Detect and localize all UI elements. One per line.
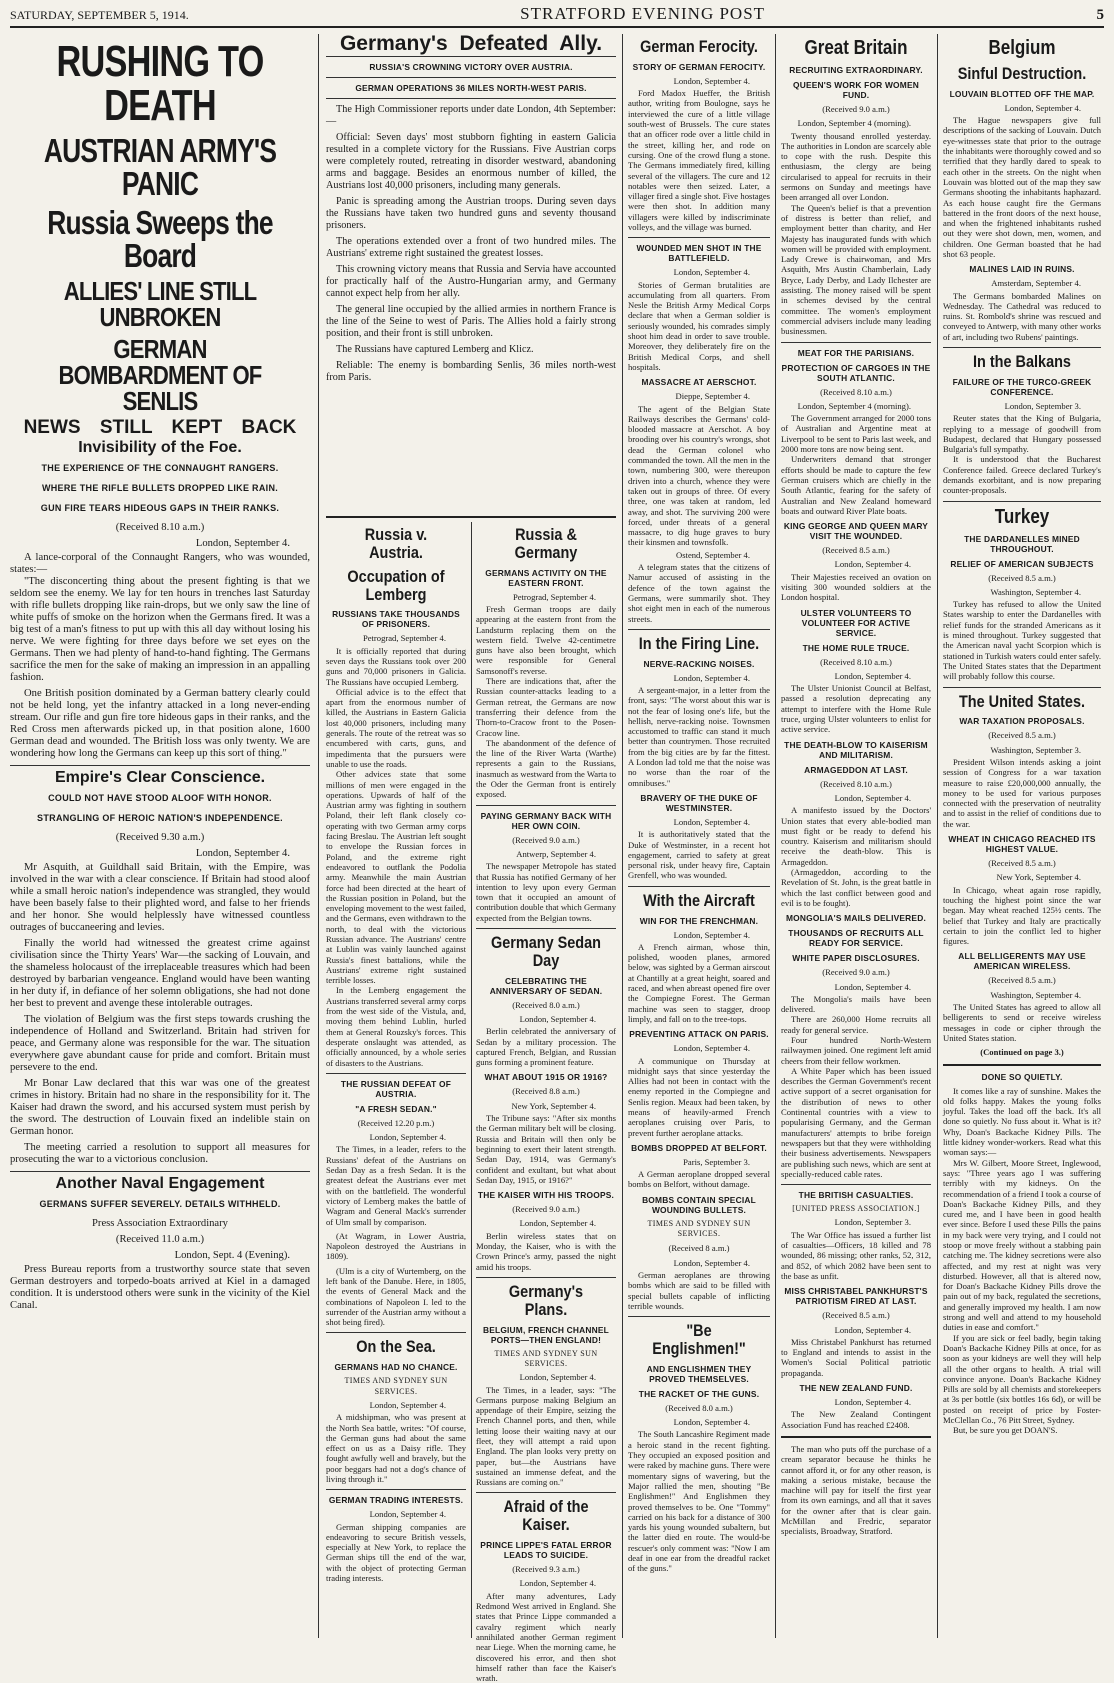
subhead-germans-suffer: GERMANS SUFFER SEVERELY. DETAILS WITHHELD. <box>39 1199 281 1209</box>
dateline: Dieppe, September 4. <box>675 391 750 402</box>
subhead: AND ENGLISHMEN THEY PROVED THEMSELVES. <box>646 1363 752 1384</box>
subhead: WIN FOR THE FRENCHMAN. <box>639 915 759 926</box>
subhead-aloof: COULD NOT HAVE STOOD ALOOF WITH HONOR. <box>48 793 272 803</box>
dateline: London, September 4. <box>673 267 750 278</box>
article-paragraph: The general line occupied by the allied armies in northern France is the line of the Seine to west of Paris. The Allies hold a fairly strong position, and their front is still unbroken. <box>326 304 616 339</box>
article-paragraph: Twenty thousand enrolled yesterday. The authorities in London are scarcely able to cope with the rush. Despite this enthusiasm, the clergy are being circularised to appeal for recruits in their sermons on Sunday and meetings have been arranged all over London. <box>781 130 931 203</box>
dateline: Paris, September 3. <box>683 1156 750 1167</box>
subhead: RECRUITING EXTRAORDINARY. <box>789 65 923 75</box>
article-paragraph: A telegram states that the citizens of Namur accused of assisting in the defence of the town against the Germans, were summarily shot. They shot eight men in each of the numerous streets. <box>628 562 770 624</box>
headline-on-the-sea: On the Sea. <box>356 1337 436 1357</box>
article-paragraph: The Mongolia's mails have been delivered. <box>781 993 931 1015</box>
subhead: THE RACKET OF THE GUNS. <box>638 1388 760 1399</box>
dateline: London, September 4. <box>834 670 911 681</box>
article-paragraph: The abandonment of the defence of the line of the River Warta (Warthe) represents a gain to the Russians, inasmuch as westward from the Warta to the Oder the German front is entirely exposed. <box>476 737 616 800</box>
dateline: London, September 4. <box>673 1043 750 1054</box>
dateline: London, September 4. <box>673 75 750 86</box>
column-war-headlines <box>10 34 310 1638</box>
article-paragraph: The Times, in a leader, says: "The Germans purpose making Belgium an appendage of their Empire, seizing the French Channel ports, and then, while letting loose their waiting navy at our fleet, they will attempt a raid upon England. The plan looks very pretty on paper, but—the Austrians have sustained an immense defeat, and the Russians are coming on." <box>476 1384 616 1488</box>
subhead-rifle-bullets: WHERE THE RIFLE BULLETS DROPPED LIKE RAIN. <box>41 483 279 493</box>
headline-afraid-kaiser: Afraid of the Kaiser. <box>503 1497 589 1535</box>
service-credit: [UNITED PRESS ASSOCIATION.] <box>792 1204 920 1214</box>
article-paragraph: Other advices state that some millions of men were engaged in the operations. Upwards of half of the Austrian army was fighting in southern Poland, their left flank closely co-operating with two German army corps facing Breslau. The Austrian left sought to envelope the Russian forces in Poland, and the extreme right endeavored to outflank the Podolia army. Meanwhile the main Austrian force had been directed at the heart of the Russian position in Poland, but the enveloping movement to the west failed, and the Germans, even withdrawn to the north, to deal with the victorious Russian advance. The Austrians' centre at Lublin was vainly launched against Russia's finest battalions, while the Austrians' extreme right sustained terrible losses. <box>326 769 466 986</box>
received-note: (Received 9.0 a.m.) <box>512 834 580 845</box>
subhead-german-operations: GERMAN OPERATIONS 36 MILES NORTH-WEST PARIS. <box>355 83 587 93</box>
headline-allies-line: ALLIES' LINE STILL UNBROKEN <box>63 276 257 332</box>
received-note: (Received 8.5 a.m.) <box>988 730 1056 741</box>
article-paragraph: Finally the world had witnessed the greatest crime against civilisation since the Thirty Years' War—the sacking of Louvain, and the shameless holocaust of the irreplaceable treasures which had been destroyed by barbarian vengeance. England would have been wanting in her duty if, in defiance of her solemn obligations, she had not done her best to prevent and avenge these intolerable outrages. <box>10 938 310 1009</box>
article-paragraph: Stories of German brutalities are accumulating from all quarters. From Nesle the British Army Medical Corps declare that when a German soldier is seriously wounded, his comrades simply shoot him dead in order to save trouble. Moreover, they deliberately fire on the British Medical Corps, and shell hospitals. <box>628 279 770 372</box>
subhead: GERMAN TRADING INTERESTS. <box>328 1495 464 1506</box>
article-paragraph: Mr Bonar Law declared that this war was one of the greatest crimes in history. Britain had no share in the responsibility for it. The Kaiser had drawn the sword, and his accursed system must perish by the sword. The destruction of Louvain fixed an indelible stain on German honor. <box>10 1078 310 1137</box>
headline-sedan-day: Germany Sedan Day <box>490 933 602 970</box>
subhead: THE RUSSIAN DEFEAT OF AUSTRIA. <box>340 1078 452 1099</box>
column-russia-v-austria <box>326 522 466 1638</box>
article-paragraph: Reliable: The enemy is bombarding Senlis, 36 miles north-west from Paris. <box>326 360 616 383</box>
subhead: THE KAISER WITH HIS TROOPS. <box>477 1190 615 1201</box>
article-paragraph: A midshipman, who was present at the North Sea battle, writes: "Of course, the German guns had about the same effect on us as a Daisy rifle. They fought awfully well and bravely, but the poor beggars had not a dog's chance of living through it." <box>326 1412 466 1484</box>
subhead: MASSACRE AT AERSCHOT. <box>641 377 757 388</box>
subhead: WHEAT IN CHICAGO REACHED ITS HIGHEST VALUE. <box>948 834 1096 855</box>
subhead: PRINCE LIPPE'S FATAL ERROR LEADS TO SUICIDE. <box>480 1540 612 1561</box>
subhead: RELIEF OF AMERICAN SUBJECTS <box>950 558 1094 569</box>
dateline: Antwerp, September 4. <box>516 848 596 859</box>
subhead: RUSSIANS TAKE THOUSANDS OF PRISONERS. <box>332 609 460 630</box>
article-paragraph: Miss Christabel Pankhurst has returned to England and intends to assist in the Women's Social Political patriotic propaganda. <box>781 1336 931 1378</box>
article-paragraph: The South Lancashire Regiment made a heroic stand in the recent fighting. They occupied an exposed position and were raked by machine guns. There were momentary signs of wavering, but the Major rallied the men, shouting "Be Englishmen!" And Englishmen they proved themselves to be. One "Tommy" carried on his back for a distance of 300 yards his young wounded subaltern, but the latter died en route. The would-be rescuer's only comment was: "Now I am deaf in one ear from the dreadful racket of the guns." <box>628 1429 770 1574</box>
article-paragraph: A sergeant-major, in a letter from the front, says: "The worst about this war is not the fear of losing one's life, but the hellish, nerve-racking noise. Townsmen accustomed to traffic can stand it much better than countrymen. Those recruited from the big cities are by far the fittest. A London lad told me that the noise was no worse than the roar of the omnibuses." <box>628 684 770 788</box>
dateline: London, September 4. <box>673 929 750 940</box>
headline-firing-line: In the Firing Line. <box>638 633 760 653</box>
article-paragraph: The Queen's belief is that a prevention of distress is better than relief, and employment better than charity, and Her Majesty has inaugurated funds with which women will be provided with employment. Lady Crewe is chairwoman, and Mrs Asquith, Mrs Austin Chamberlain, Lady Bryce, Lady Derby, and Lady Ilchester are assisting. The money raised will be spent in schemes devised by the central committee. The women's employment commercial advisers include many leading businessmen. <box>781 202 931 337</box>
subhead: KING GEORGE AND QUEEN MARY VISIT THE WOUNDED. <box>783 521 929 542</box>
subhead: LOUVAIN BLOTTED OFF THE MAP. <box>949 88 1095 99</box>
article-paragraph: A White Paper which has been issued describes the German Government's recent active support of a secret organisation for the distribution of news to other Continental countries with a view to popularising Germany, and the German manufacturers' attempts to bribe foreign newspapers but that they were withholding their business advertisements. Newspapers are publishing such news, which are sent at specially-reduced cable rates. <box>781 1065 931 1179</box>
subhead: BOMBS DROPPED AT BELFORT. <box>631 1142 767 1153</box>
headline-austrian-panic: AUSTRIAN ARMY'S PANIC <box>43 132 277 202</box>
article-paragraph: Ford Madox Hueffer, the British author, writing from Boulogne, says he interviewed the cure of a little village south-west of Brussels. The cure states that an officer rode over a little child in the street, killing her, and rode on cursing. One of the crowd flung a stone. The Germans immediately fired, killing several of the villagers. The cure and 12 notables were then seized. Later, a villager fired a single shot. Five hostages were then shot. In addition many villagers were killed by indiscriminate volleys, and the village was burned. <box>628 88 770 232</box>
subhead: NERVE-RACKING NOISES. <box>643 658 755 669</box>
service-credit: TIMES AND SYDNEY SUN SERVICES. <box>494 1348 598 1368</box>
headline-great-britain: Great Britain <box>804 37 908 59</box>
article-paragraph: German aeroplanes are throwing bombs which are said to be filled with special bullets capable of inflicting terrible wounds. <box>628 1269 770 1311</box>
subhead: MONGOLIA'S MAILS DELIVERED. <box>785 913 926 924</box>
dateline: London, September 4 (morning). <box>797 118 911 129</box>
dateline: Washington, September 3. <box>990 744 1081 755</box>
article-paragraph: President Wilson intends asking a joint session of Congress for a war taxation measure to raise £20,000,000 annually, the money to be used for various purposes connected with the preservation of neutrality and to assist in the relief of conditions due to the war. <box>943 757 1101 829</box>
received-note: (Received 8.5 a.m.) <box>822 545 890 556</box>
article-paragraph: Fresh German troops are daily appearing at the eastern front from the Landsturm replacing them on the western field. Twelve 42-centimetre guns have also been brought, which were responsible for General Samsonoff's reverse. <box>476 603 616 676</box>
article-paragraph: (Ulm is a city of Wurtemberg, on the left bank of the Danube. Here, in 1805, the events of General Mack and the combinations of Napoleon I. led to the surrender of the Austrian army without a shot being fired). <box>326 1265 466 1328</box>
column-german-ferocity <box>628 34 770 1638</box>
masthead <box>10 4 1104 28</box>
dateline: London, September 4. <box>519 1013 596 1024</box>
article-paragraph: The violation of Belgium was the first steps towards crushing the independence of Holland and Switzerland. Britain had striven for peace, and Germany alone was responsible for the war. The situation everywhere gave abundant cause for pride and comfort. Britain must persevere to the end. <box>10 1014 310 1073</box>
column-great-britain <box>781 34 931 1638</box>
article-paragraph: After many adventures, Lady Redmond West arrived in England. She states that Prince Lippe commanded a cavalry regiment which nearly annihilated another German regiment near Liege. When the morning came, he discovered his error, and then shot himself rather than face the Kaiser's wrath. <box>476 1590 616 1683</box>
headline-russia-germany: Russia & Germany <box>514 525 578 562</box>
subhead: WAR TAXATION PROPOSALS. <box>959 716 1085 727</box>
advertisement-paragraph: But, be sure you get DOAN'S. <box>953 1425 1058 1436</box>
headline-turkey: Turkey <box>994 505 1050 528</box>
service-credit: TIMES AND SYDNEY SUN SERVICES. <box>344 1376 448 1396</box>
headline-occupation-lemberg: Occupation of Lemberg <box>347 566 445 604</box>
received-note: (Received 8.10 a.m.) <box>820 656 892 667</box>
received-note: (Received 12.20 p.m.) <box>357 1117 435 1128</box>
article-paragraph: The Germans bombarded Malines on Wednesday. The Cathedral was reduced to ruins. St. Rombold's shrine was rescued and conveyed to Antwerp, with many other works of art, including two Rubens' paintings. <box>943 290 1101 342</box>
article-paragraph: The United States has agreed to allow all belligerents to send or receive wireless messages in code or cipher through the United States station. <box>943 1002 1101 1043</box>
dateline: London, September 4. <box>834 1324 911 1335</box>
paper-name: STRATFORD EVENING POST <box>520 4 766 23</box>
article-paragraph: A lance-corporal of the Connaught Rangers, who was wounded, states:— <box>10 552 310 575</box>
subhead: ULSTER VOLUNTEERS TO VOLUNTEER FOR ACTIVE SERVICE. <box>800 607 912 638</box>
headline-empire-conscience: Empire's Clear Conscience. <box>54 769 266 786</box>
subhead-gun-fire: GUN FIRE TEARS HIDEOUS GAPS IN THEIR RANKS. <box>40 503 280 513</box>
subhead: WOUNDED MEN SHOT IN THE BATTLEFIELD. <box>636 243 762 264</box>
dateline: London, September 4. <box>369 1132 446 1143</box>
subhead: THE BRITISH CASUALTIES. <box>798 1190 914 1201</box>
article-paragraph: The Russians have captured Lemberg and Klicz. <box>336 344 534 355</box>
article-paragraph: (Armageddon, according to the Revelation of St. John, is the great battle in which the last conflict between good and evil is to be fought). <box>781 867 931 908</box>
article-paragraph: In the Lemberg engagement the Austrians transferred several army corps from the west side of the Vistula, and, moving them behind Lublin, hurled them at General Rouzsky's forces. This desperate onslaught was attended, as officially announced, by a whole series of disasters to the Austrians. <box>326 985 466 1068</box>
article-paragraph: German shipping companies are endeavoring to secure British vessels, especially at New York, to replace the German ships till the end of the war, with the object of protecting German trading interests. <box>326 1521 466 1584</box>
subhead: FAILURE OF THE TURCO-GREEK CONFERENCE. <box>952 376 1092 397</box>
dateline: London, September 4. <box>673 672 750 683</box>
article-paragraph: Mr Asquith, at Guildhall said Britain, with the Empire, was involved in the war with a clear conscience. If Britain had stood aloof while a small heroic nation's independence was strangled, they would have been basely false to their plighted word, and false to her friends and her honor. She would helplessly have witnessed countless outrages of buccaneering and levies. <box>10 862 310 933</box>
advertisement-paragraph: Mrs W. Gilbert, Moore Street, Inglewood, says: "Three years ago I was suffering terribly with my kidneys. On the recommendation of a friend I took a course of Doan's Backache Kidney Pills, and they cured me, and I have been in good health ever since. Before I used these Pills the pains in my back were very trying, and I could not stoop or move freely without a stabbing pain catching me. The kidney secretions were also affected, and my rest at night was very disturbed. However, all that is altered now, for Doan's Backache Kidney Pills drove the pain out of my back, regulated the secretions, and generally improved my health. I am now strong and well and attend to my household duties in ease and comfort." <box>943 1157 1101 1333</box>
headline-defeated-ally: Germany's Defeated Ally. <box>339 32 603 55</box>
received-note: (Received 9.0 a.m.) <box>512 1204 580 1215</box>
dateline: London, September 4. <box>519 1218 596 1229</box>
article-paragraph: Panic is spreading among the Austrian troops. During seven days the Russians have taken two hundred guns and seventy thousand prisoners. <box>326 196 616 231</box>
advertisement-paragraph: If you are sick or feel badly, begin taking Doan's Backache Kidney Pills at once, for as soon as your kidneys are well they will help all the other organs to health. A trial will convince anyone. Doan's Backache Kidney Pills are sold by all chemists and storekeepers at 3s per bottle (six bottles 16s 6d), or will be posted on receipt of price by Foster-McClellan Co., 76 Pitt Street, Sydney. <box>943 1332 1101 1426</box>
headline-german-ferocity: German Ferocity. <box>640 37 758 56</box>
article-paragraph: "The disconcerting thing about the present fighting is that we seldom see the enemy. We lay for ten hours in trenches last Saturday with rifle bullets dropping like rain-drops, but we only saw the line of white puffs of smoke on the horizon when the Germans fired. It was a big test of a man's fitness to put up with this all day without losing his nerve. We were fighting for three days before we set eyes on the Germans. Then we had plenty of hand-to-hand fighting. The Germans sacrifice the men for the sake of making an impression in an appalling fashion. <box>10 576 310 683</box>
dateline: London, September 4. <box>369 1399 446 1410</box>
article-paragraph: One British position dominated by a German battery clearly could not be held long, yet the infantry attacked in a long never-ending stream. Our rifle and gun fire tore hideous gaps in their ranks, and the Red Cross men afterwards picked up, in that position alone, 1600 German dead and wounded. The British loss was only twenty. We are wondering how long the Germans can keep up this sort of thing." <box>10 688 310 759</box>
headline-russia-v-austria: Russia v. Austria. <box>364 525 428 562</box>
dateline: London, September 3. <box>834 1217 911 1228</box>
article-paragraph: A French airman, whose thin, polished, wooden planes, armored below, was sighted by a German airscout at Chantilly at a great height, soared and raced, and when abreast opened fire over the Compiegne Forest. The German machine was seen to stagger, droop limply, and fall on to the tree-tops. <box>628 941 770 1024</box>
dateline: London, September 3. <box>1004 400 1081 411</box>
advertisement-paragraph: It comes like a ray of sunshine. Makes the old folks happy. Makes the young folks joyful. Takes the load off the back. It's all done so quietly. No fuss about it. What is it? Why, Doan's Backache Kidney Pills. The little kidney wonder-workers. Read what this woman says:— <box>943 1085 1101 1158</box>
headline-senlis: GERMAN BOMBARDMENT OF SENLIS <box>58 334 262 416</box>
subhead: THOUSANDS OF RECRUITS ALL READY FOR SERVICE. <box>788 928 924 949</box>
subhead: PREVENTING ATTACK ON PARIS. <box>629 1029 769 1040</box>
column-russia-germany <box>476 522 616 1683</box>
article-paragraph: A communique on Thursday at midnight says that since yesterday the Allies had not been in contact with the enemy reported in the Compiegne and Senlis region. Meaux had been taken, by means of heavily-armed French aeroplanes cruising over Paris, to prevent further aeroplane attacks. <box>628 1055 770 1138</box>
dateline: New York, September 4. <box>996 872 1081 883</box>
received-note: (Received 8.10 a.m.) <box>115 522 205 533</box>
dateline: London, September 4. <box>195 538 290 549</box>
article-paragraph: The High Commissioner reports under date London, 4th September:— <box>326 104 616 127</box>
received-note: (Received 9.0 a.m.) <box>822 104 890 114</box>
received-note: (Received 8.0 a.m.) <box>665 1402 733 1413</box>
subhead: GERMANS ACTIVITY ON THE EASTERN FRONT. <box>485 567 607 588</box>
subhead: THE HOME RULE TRUCE. <box>802 642 910 653</box>
column-belgium <box>943 34 1101 1638</box>
article-paragraph: Their Majesties received an ovation on visiting 300 wounded soldiers at the London hospital. <box>781 571 931 603</box>
article-paragraph: It is officially reported that during seven days the Russians took over 200 guns and 70,000 prisoners in Galicia. The Russians have occupied Lemberg. <box>326 645 466 687</box>
headline-news-kept-back: NEWS STILL KEPT BACK <box>23 417 297 438</box>
article-paragraph: The newspaper Metropole has stated that Russia has notified Germany of her intention to levy upon every German town that it occupied an amount of contribution double that which Germany expected from the Belgian towns. <box>476 861 616 923</box>
article-paragraph: Official advice is to the effect that apart from the enormous number of killed, the Austrians in Eastern Galicia lost 40,000 prisoners, including many generals. The route of the retreat was so encumbered with carts, guns, and impedimenta that the pursuers were unable to use the roads. <box>326 686 466 769</box>
subhead: MALINES LAID IN RUINS. <box>969 264 1075 275</box>
headline-rushing: RUSHING TO DEATH <box>56 37 264 130</box>
column-germanys-defeated-ally <box>326 34 616 512</box>
subhead: "A FRESH SEDAN." <box>355 1103 437 1114</box>
article-paragraph: The agent of the Belgian State Railways describes the Germans' cold-blooded massacre at Aerschot. A boy brooding over his country's wrongs, shot dead the German colonel who commanded the town. All the men in the town, numbering 300, were thereupon driven into a church, whence they were taken out in groups of three. Of every three, one was taken at random, led away, and shot. The surviving 200 were forced, under threats of a general massacre, to dig huge graves to bury their kinsmen and townsfolk. <box>628 403 770 548</box>
subhead: THE DEATH-BLOW TO KAISERISM AND MILITARISM. <box>784 739 928 760</box>
continued-note: (Continued on page 3.) <box>980 1047 1064 1058</box>
subhead: THE DARDANELLES MINED THROUGHOUT. <box>964 533 1080 554</box>
headline-russia-sweeps: Russia Sweeps the Board <box>47 204 273 274</box>
subhead: PROTECTION OF CARGOES IN THE SOUTH ATLANTIC. <box>781 362 931 383</box>
subhead: BRAVERY OF THE DUKE OF WESTMINSTER. <box>640 792 758 813</box>
dateline: London, September 4. <box>834 981 911 992</box>
received-note: (Received 8.5 a.m.) <box>822 1310 890 1321</box>
dateline: New York, September 4. <box>511 1100 596 1111</box>
received-note: (Received 8.5 a.m.) <box>988 975 1056 986</box>
subhead: MISS CHRISTABEL PANKHURST'S PATRIOTISM FIRED AT LAST. <box>784 1286 928 1307</box>
article-paragraph: The Ulster Unionist Council at Belfast, passed a resolution deprecating any attempt to interfere with the Home Rule truce, urging Ulster volunteers to enlist for active service. <box>781 683 931 735</box>
subhead: STORY OF GERMAN FEROCITY. <box>632 61 766 72</box>
dateline: London, September 4. <box>834 1397 911 1408</box>
headline-belgium: Belgium <box>988 37 1056 59</box>
headline-invisibility: Invisibility of the Foe. <box>78 439 242 456</box>
received-note: (Received 8.10 a.m.) <box>820 386 892 397</box>
article-paragraph: Official: Seven days' most stubborn fighting in eastern Galicia resulted in a complete victory for the Russians. Five Austrian corps were completely routed, retreating in disorder westward, abandoning arms and baggage. Besides an enormous number of killed, the Austrians lost 40,000 prisoners, including many generals. <box>326 132 616 191</box>
dateline: London, September 4 (morning). <box>797 400 911 411</box>
subhead: PAYING GERMANY BACK WITH HER OWN COIN. <box>480 810 612 831</box>
subhead: MEAT FOR THE PARISIANS. <box>797 347 915 358</box>
headline-naval-engagement: Another Naval Engagement <box>55 1175 265 1192</box>
article-paragraph: A German aeroplane dropped several bombs on Belfort, without damage. <box>628 1169 770 1190</box>
subhead: BOMBS CONTAIN SPECIAL WOUNDING BULLETS. <box>642 1194 756 1215</box>
dateline: London, September 4. <box>834 559 911 570</box>
article-paragraph: The New Zealand Contingent Association Fund has reached £2408. <box>781 1409 931 1430</box>
subhead: CELEBRATING THE ANNIVERSARY OF SEDAN. <box>489 975 603 996</box>
dateline: London, September 4. <box>673 1257 750 1268</box>
subhead: ALL BELLIGERENTS MAY USE AMERICAN WIRELESS. <box>958 951 1086 972</box>
headline-with-aircraft: With the Aircraft <box>643 890 755 910</box>
article-paragraph: Berlin wireless states that on Monday, the Kaiser, who is with the Crown Prince's army, passed the night amid his troops. <box>476 1230 616 1272</box>
page-number: 5 <box>1096 7 1104 23</box>
dateline: London, September 4. <box>369 1509 446 1520</box>
press-association: Press Association Extraordinary <box>92 1218 228 1229</box>
article-paragraph: (At Wagram, in Lower Austria, Napoleon destroyed the Austrians in 1809). <box>326 1230 466 1262</box>
article-paragraph: The Government arranged for 2000 tons of Australian and Argentine meat at Liverpool to be sent to Paris last week, and 2000 more tons are now being sent. <box>781 413 931 455</box>
dateline: London, September 4. <box>195 848 290 859</box>
subhead: THE NEW ZEALAND FUND. <box>799 1383 913 1394</box>
article-paragraph: The meeting carried a resolution to support all measures for prosecuting the war to a victorious conclusion. <box>10 1142 310 1165</box>
received-note: (Received 9.30 a.m.) <box>115 832 205 843</box>
dateline: London, September 4. <box>834 792 911 803</box>
received-note: (Received 8.10 a.m.) <box>820 778 892 789</box>
article-paragraph: It is authoritatively stated that the Duke of Westminster, in a recent hot engagement, carried to safety at great personal risk, under heavy fire, Captain Grenfell, who was wounded. <box>628 829 770 881</box>
subhead: ARMAGEDDON AT LAST. <box>804 764 908 775</box>
dateline: London, September 4. <box>1004 102 1081 113</box>
article-paragraph: The operations extended over a front of two hundred miles. The Austrians' extreme right sustained the greatest losses. <box>326 236 616 259</box>
dateline: London, September 4. <box>673 816 750 827</box>
subhead-done-so-quietly: DONE SO QUIETLY. <box>981 1071 1063 1082</box>
article-paragraph: The Times, in a leader, refers to the Russians' defeat of the Austrians on Sedan Day as a fresh Sedan. It is the greatest defeat the Austrians ever met with on the battlefield. The wonderful victory of Lemberg makes the battle of Wagram and General Mack's surrender of Ulm small by comparison. <box>326 1144 466 1227</box>
subhead: QUEEN'S WORK FOR WOMEN FUND. <box>793 80 919 100</box>
article-paragraph: Reuter states that the King of Bulgaria, replying to a message of goodwill from Budapest, declared that Hungary possessed Bulgaria's full sympathy. <box>943 413 1101 455</box>
subhead: GERMANS HAD NO CHANCE. <box>334 1362 458 1373</box>
received-note: (Received 8.0 a.m.) <box>512 999 580 1010</box>
received-note: (Received 8 a.m.) <box>668 1243 730 1254</box>
headline-sinful-destruction: Sinful Destruction. <box>957 64 1087 83</box>
dateline: Washington, September 4. <box>990 586 1081 597</box>
article-paragraph: This crowning victory means that Russia and Servia have accounted for practically half of the Austro-Hungarian army, and Germany cannot expect help from her ally. <box>326 264 616 299</box>
received-note: (Received 9.3 a.m.) <box>512 1564 580 1575</box>
service-credit: TIMES AND SYDNEY SUN SERVICES. <box>647 1218 751 1239</box>
dateline: London, September 4. <box>673 1417 750 1428</box>
dateline: Ostend, September 4. <box>676 549 750 560</box>
received-note: (Received 8.8 a.m.) <box>512 1086 580 1097</box>
dateline: Amsterdam, September 4. <box>991 278 1081 289</box>
dateline: Petrograd, September 4. <box>512 591 596 602</box>
dateline: Washington, September 4. <box>990 989 1081 1000</box>
subhead-strangling: STRANGLING OF HEROIC NATION'S INDEPENDENCE. <box>37 813 283 823</box>
article-paragraph: The Tribune says: "After six months the German military belt will be closing. Russia and Britain will then only be beginning to exert their latent strength. Sedan Day, 1914, was Germany's confident and exultant, but what about Sedan Day, 1915, or 1916?" <box>476 1113 616 1185</box>
advertisement-separator: The man who puts off the purchase of a cream separator because he thinks he cannot afford it, or for any other reason, is making a serious mistake, because the machine will pay for itself the first year from its own earnings, and all that it saves for the owner after that is clear gain. McMillan and Fredric, separator specialists, Broadway, Stratford. <box>781 1443 931 1537</box>
columns <box>10 28 1104 1683</box>
article-paragraph: Four hundred North-Western railwaymen joined. One regiment left amid cheers from their fellow workmen. <box>781 1035 931 1066</box>
received-note: (Received 9.0 a.m.) <box>822 967 890 978</box>
headline-germanys-plans: Germany's Plans. <box>508 1281 584 1319</box>
headline-be-englishmen: "Be Englishmen!" <box>652 1321 746 1358</box>
subhead-crowning-victory: RUSSIA'S CROWNING VICTORY OVER AUSTRIA. <box>369 62 573 72</box>
article-paragraph: The War Office has issued a further list of casualties—Officers, 18 killed and 78 wounded, 86 missing; other ranks, 52, 312, and 852, of which 2082 have been sent to the base as unfit. <box>781 1229 931 1281</box>
subhead-connaught: THE EXPERIENCE OF THE CONNAUGHT RANGERS. <box>41 463 279 473</box>
article-paragraph: It is understood that the Bucharest Conference failed. Greece declared Turkey's demands exorbitant, and is now preparing counter-proposals. <box>943 454 1101 496</box>
subhead: WHAT ABOUT 1915 OR 1916? <box>484 1072 608 1083</box>
dateline: London, September 4. <box>519 1578 596 1589</box>
dateline: London, Sept. 4 (Evening). <box>174 1250 290 1261</box>
article-paragraph: A manifesto issued by the Doctors' Union states that every able-bodied man must fight or be ready to defend his country. Kaiserism and militarism should receive the death-blow. This is Armageddon. <box>781 805 931 867</box>
subhead: WHITE PAPER DISCLOSURES. <box>792 953 920 964</box>
article-paragraph: Press Bureau reports from a trustworthy source state that seven German destroyers and torpedo-boats arrived at Kiel in a damaged condition. It is understood others were sunk in the vicinity of the Kiel Canal. <box>10 1264 310 1311</box>
dateline: London, September 4. <box>519 1372 596 1383</box>
dateline: Petrograd, September 4. <box>362 633 446 644</box>
received-note: (Received 8.5 a.m.) <box>988 858 1056 869</box>
article-paragraph: There are 260,000 Home recruits all ready for general service. <box>781 1014 931 1035</box>
issue-date: SATURDAY, SEPTEMBER 5, 1914. <box>10 8 189 22</box>
headline-united-states: The United States. <box>958 691 1086 711</box>
headline-in-the-balkans: In the Balkans <box>973 352 1071 372</box>
received-note: (Received 11.0 a.m.) <box>115 1234 205 1245</box>
article-paragraph: Underwriters demand that stronger efforts should be made to capture the few German cruisers which are chiefly in the South Atlantic, fearing for the safety of Australian and New Zealand homeward boats and outward River Plate boats. <box>781 454 931 516</box>
article-paragraph: In Chicago, wheat again rose rapidly, touching the highest point since the war began. May wheat reached 125½ cents. The belief that Turkey and Italy are practically certain to join the conflict led to higher figures. <box>943 884 1101 947</box>
received-note: (Received 8.5 a.m.) <box>988 572 1056 583</box>
subhead: BELGIUM, FRENCH CHANNEL PORTS—THEN ENGLAND! <box>482 1324 610 1345</box>
article-paragraph: Berlin celebrated the anniversary of Sedan by a military procession. The captured French, Belgian, and Russian guns forming a prominent feature. <box>476 1026 616 1068</box>
article-paragraph: The Hague newspapers give full descriptions of the sacking of Louvain. Dutch eye-witnesses state that prior to the outrage the inhabitants were thoroughly cowed and so terrified that they hardly dared to speak to each other in the streets. On the night when Louvain was blotted out of the map they saw Germans shooting the inhabitants haphazard. As each house caught fire the Germans battered in the front doors of the next house, and when the frightened inhabitants rushed out they were shot down, men, women, and children. One German boasted that he had shot 63 people. <box>943 115 1101 259</box>
article-paragraph: Turkey has refused to allow the United States warship to enter the Dardanelles with relief funds for the stranded Americans as it is mined throughout. Turkey suggested that the American naval yacht Scorpion which is stationed in Turkish waters could enter safely. The United States states that the Department will probably follow this course. <box>943 599 1101 682</box>
article-paragraph: There are indications that, after the Russian counter-attacks leading to a German retreat, the Germans are now transferring their defence from the Thorn-to-Cracow front to the Posen-Cracow line. <box>476 676 616 738</box>
